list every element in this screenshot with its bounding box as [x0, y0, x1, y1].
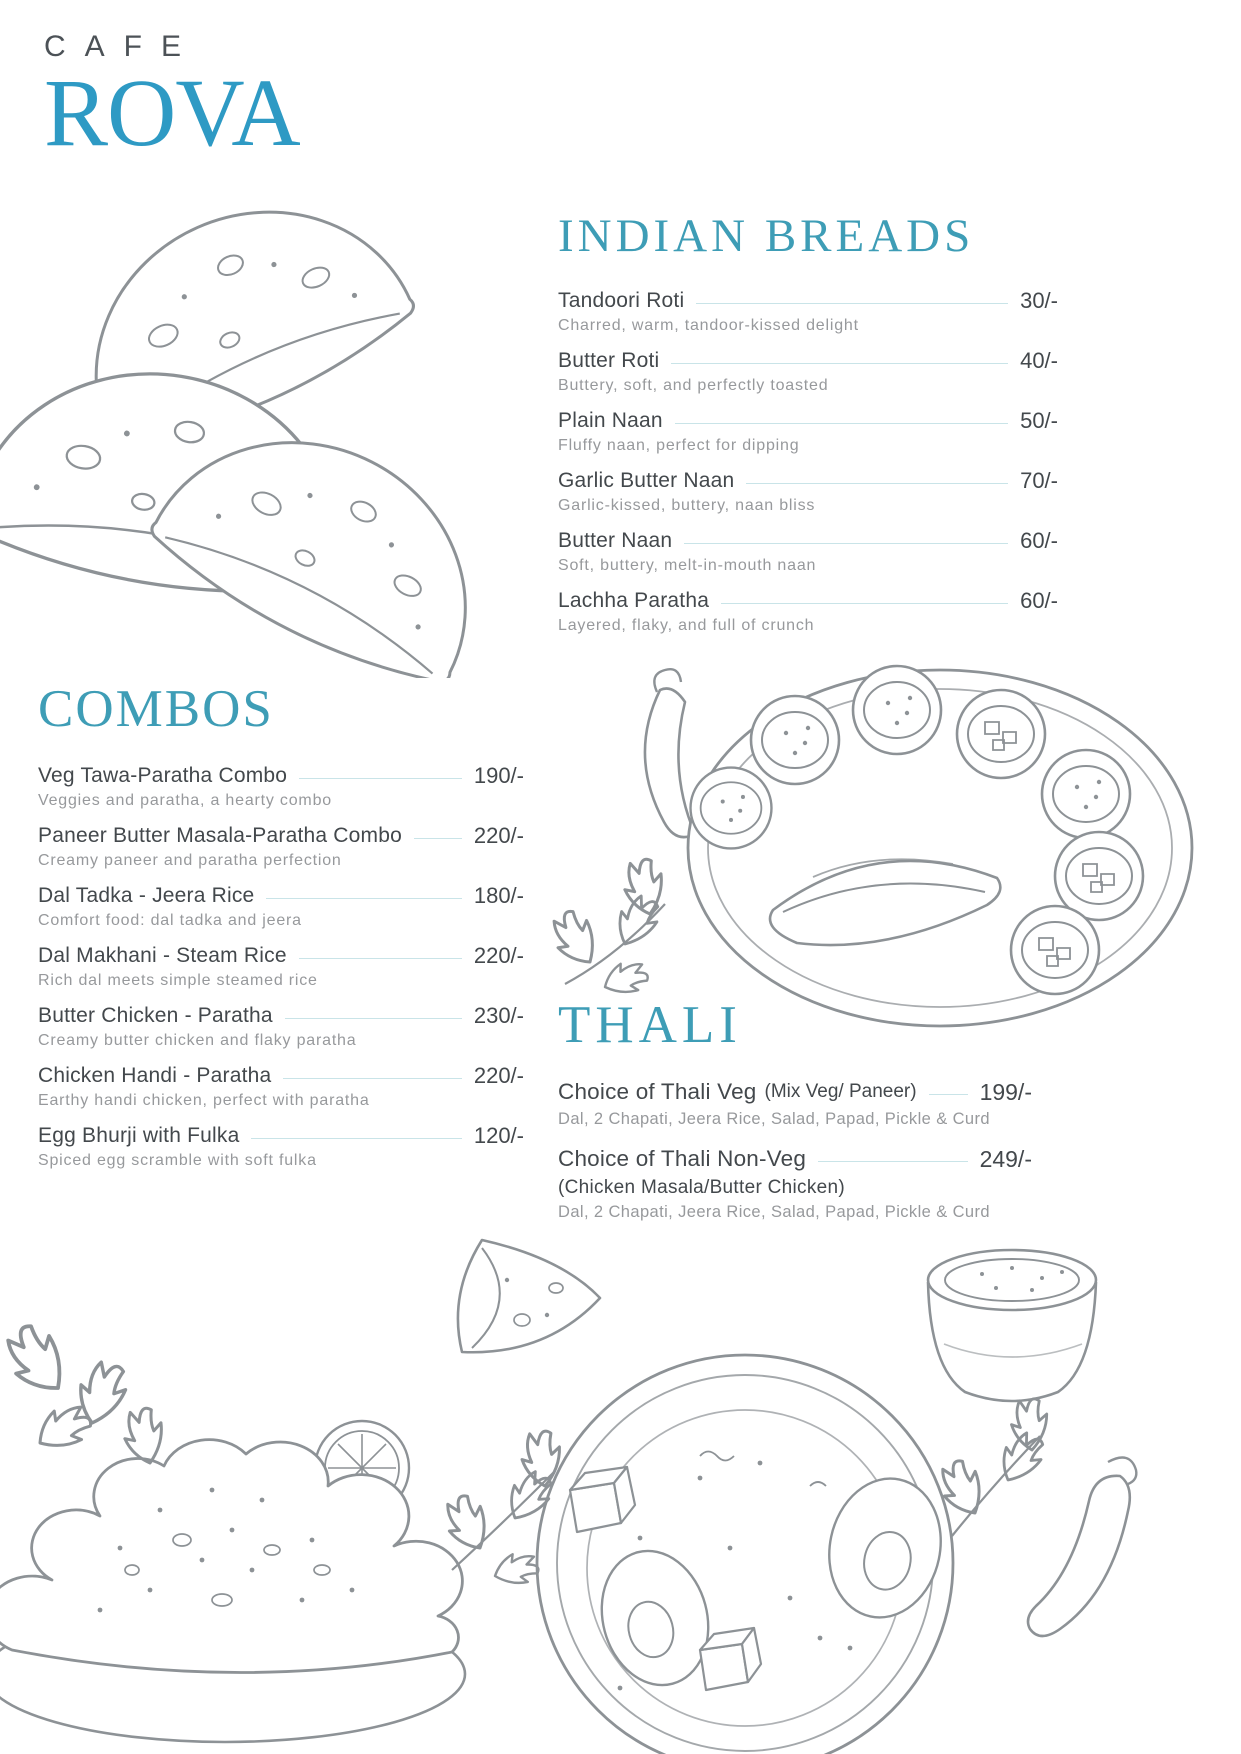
item-price: 230/- [473, 1002, 524, 1028]
item-price: 220/- [473, 1062, 524, 1088]
curry-bowl-sketch [537, 1355, 953, 1754]
item-row [38, 883, 524, 909]
coriander-sprig-icon [932, 1397, 1051, 1536]
item-name: Tandoori Roti [558, 289, 685, 313]
thali-plate [688, 666, 1192, 1026]
leader-line [671, 363, 1008, 364]
leader-line [283, 1078, 461, 1079]
item-row [38, 1063, 524, 1089]
leader-line [929, 1094, 968, 1095]
thali-items-list [558, 1079, 1032, 1222]
leader-line [299, 958, 462, 959]
rice-bowl-sketch [0, 1319, 465, 1742]
brand-word-cafe: CAFE [44, 30, 201, 63]
item-name-option: (Mix Veg/ Paneer) [764, 1081, 917, 1103]
stacked-parathas-illustration [0, 168, 532, 678]
section-indian-breads [558, 212, 1058, 648]
section-title-thali: THALI [558, 996, 742, 1054]
item-price: 40/- [1020, 348, 1058, 374]
item-row [558, 288, 1058, 314]
menu-item [38, 1063, 524, 1110]
combo-items-list [38, 763, 524, 1170]
menu-item [558, 408, 1058, 455]
item-name: Choice of Thali Non-Veg [558, 1146, 807, 1172]
item-price: 199/- [979, 1078, 1032, 1105]
menu-item [558, 468, 1058, 515]
item-row [38, 1003, 524, 1029]
item-description: Earthy handi chicken, perfect with paratha [38, 1091, 370, 1109]
chili-pepper-icon [1028, 1458, 1136, 1637]
brand-word-rova: ROVA [44, 59, 300, 166]
item-description: Spiced egg scramble with soft fulka [38, 1151, 317, 1169]
item-description: Veggies and paratha, a hearty combo [38, 791, 332, 809]
menu-item [558, 588, 1058, 635]
item-price: 60/- [1020, 528, 1058, 554]
dip-cup-sketch [928, 1250, 1096, 1401]
item-description: Fluffy naan, perfect for dipping [558, 437, 800, 455]
item-price: 60/- [1020, 588, 1058, 614]
leader-line [721, 603, 1008, 604]
item-name: Plain Naan [558, 409, 663, 433]
menu-item [38, 823, 524, 870]
leader-line [299, 778, 462, 779]
menu-item [558, 348, 1058, 395]
leader-line [675, 423, 1008, 424]
item-description: Layered, flaky, and full of crunch [558, 617, 815, 635]
item-price: 120/- [473, 1122, 524, 1148]
item-name: Paneer Butter Masala-Paratha Combo [38, 823, 402, 847]
menu-item [558, 1146, 1032, 1222]
item-price: 180/- [473, 882, 524, 908]
leader-line [818, 1161, 967, 1162]
bread-items-list [558, 288, 1058, 635]
item-price: 220/- [473, 942, 524, 968]
menu-item [558, 288, 1058, 335]
item-description: Rich dal meets simple steamed rice [38, 971, 318, 989]
item-row [558, 348, 1058, 374]
leader-line [266, 898, 461, 899]
section-thali [558, 998, 1032, 1239]
item-row [558, 468, 1058, 494]
item-price: 190/- [473, 762, 524, 788]
paratha-wedge-sketch [458, 1240, 600, 1352]
item-description: Charred, warm, tandoor-kissed delight [558, 317, 859, 335]
section-title-indian-breads: INDIAN BREADS [558, 210, 975, 262]
item-description: Creamy paneer and paratha perfection [38, 851, 342, 869]
item-row [38, 1123, 524, 1149]
item-row [38, 823, 524, 849]
item-description: Garlic-kissed, buttery, naan bliss [558, 497, 816, 515]
menu-item [558, 1079, 1032, 1129]
leader-line [746, 483, 1008, 484]
leader-line [251, 1138, 461, 1139]
item-description: Creamy butter chicken and flaky paratha [38, 1031, 357, 1049]
chili-pepper-icon [645, 669, 695, 837]
menu-item [38, 1123, 524, 1170]
item-name: Egg Bhurji with Fulka [38, 1123, 240, 1147]
menu-item [38, 943, 524, 990]
item-name: Chicken Handi - Paratha [38, 1063, 272, 1087]
item-name: Butter Chicken - Paratha [38, 1003, 273, 1027]
item-description: Comfort food: dal tadka and jeera [38, 911, 302, 929]
item-name: Veg Tawa-Paratha Combo [38, 763, 288, 787]
coriander-sprig-icon [545, 856, 670, 1002]
leader-line [684, 543, 1008, 544]
item-name: Choice of Thali Veg [558, 1079, 757, 1105]
item-price: 220/- [473, 822, 524, 848]
brand-logo [44, 30, 300, 166]
menu-item [38, 1003, 524, 1050]
item-row [38, 763, 524, 789]
item-description: Dal, 2 Chapati, Jeera Rice, Salad, Papad, Pickle & Curd [558, 1109, 990, 1128]
item-name: Garlic Butter Naan [558, 469, 735, 493]
bottom-food-illustrations [0, 1218, 1241, 1754]
item-price: 249/- [979, 1145, 1032, 1172]
item-price: 30/- [1020, 288, 1058, 314]
item-name: Butter Naan [558, 529, 673, 553]
menu-item [558, 528, 1058, 575]
menu-item [38, 883, 524, 930]
leader-line [696, 303, 1008, 304]
item-name: Butter Roti [558, 349, 660, 373]
item-description: Buttery, soft, and perfectly toasted [558, 377, 829, 395]
item-row [38, 943, 524, 969]
item-row [558, 1146, 1032, 1173]
leader-line [285, 1018, 462, 1019]
item-row [558, 588, 1058, 614]
item-description: Soft, buttery, melt-in-mouth naan [558, 557, 817, 575]
item-name: Lachha Paratha [558, 589, 710, 613]
item-price: 50/- [1020, 408, 1058, 434]
item-row [558, 1079, 1032, 1106]
menu-item [38, 763, 524, 810]
section-combos [38, 682, 524, 1183]
item-name: Dal Makhani - Steam Rice [38, 943, 287, 967]
item-name: Dal Tadka - Jeera Rice [38, 883, 255, 907]
item-row [558, 528, 1058, 554]
item-description: Dal, 2 Chapati, Jeera Rice, Salad, Papad, Pickle & Curd [558, 1202, 990, 1221]
item-subtitle: (Chicken Masala/Butter Chicken) [558, 1176, 846, 1198]
leader-line [414, 838, 462, 839]
item-price: 70/- [1020, 468, 1058, 494]
item-row [558, 408, 1058, 434]
section-title-combos: COMBOS [38, 680, 274, 738]
